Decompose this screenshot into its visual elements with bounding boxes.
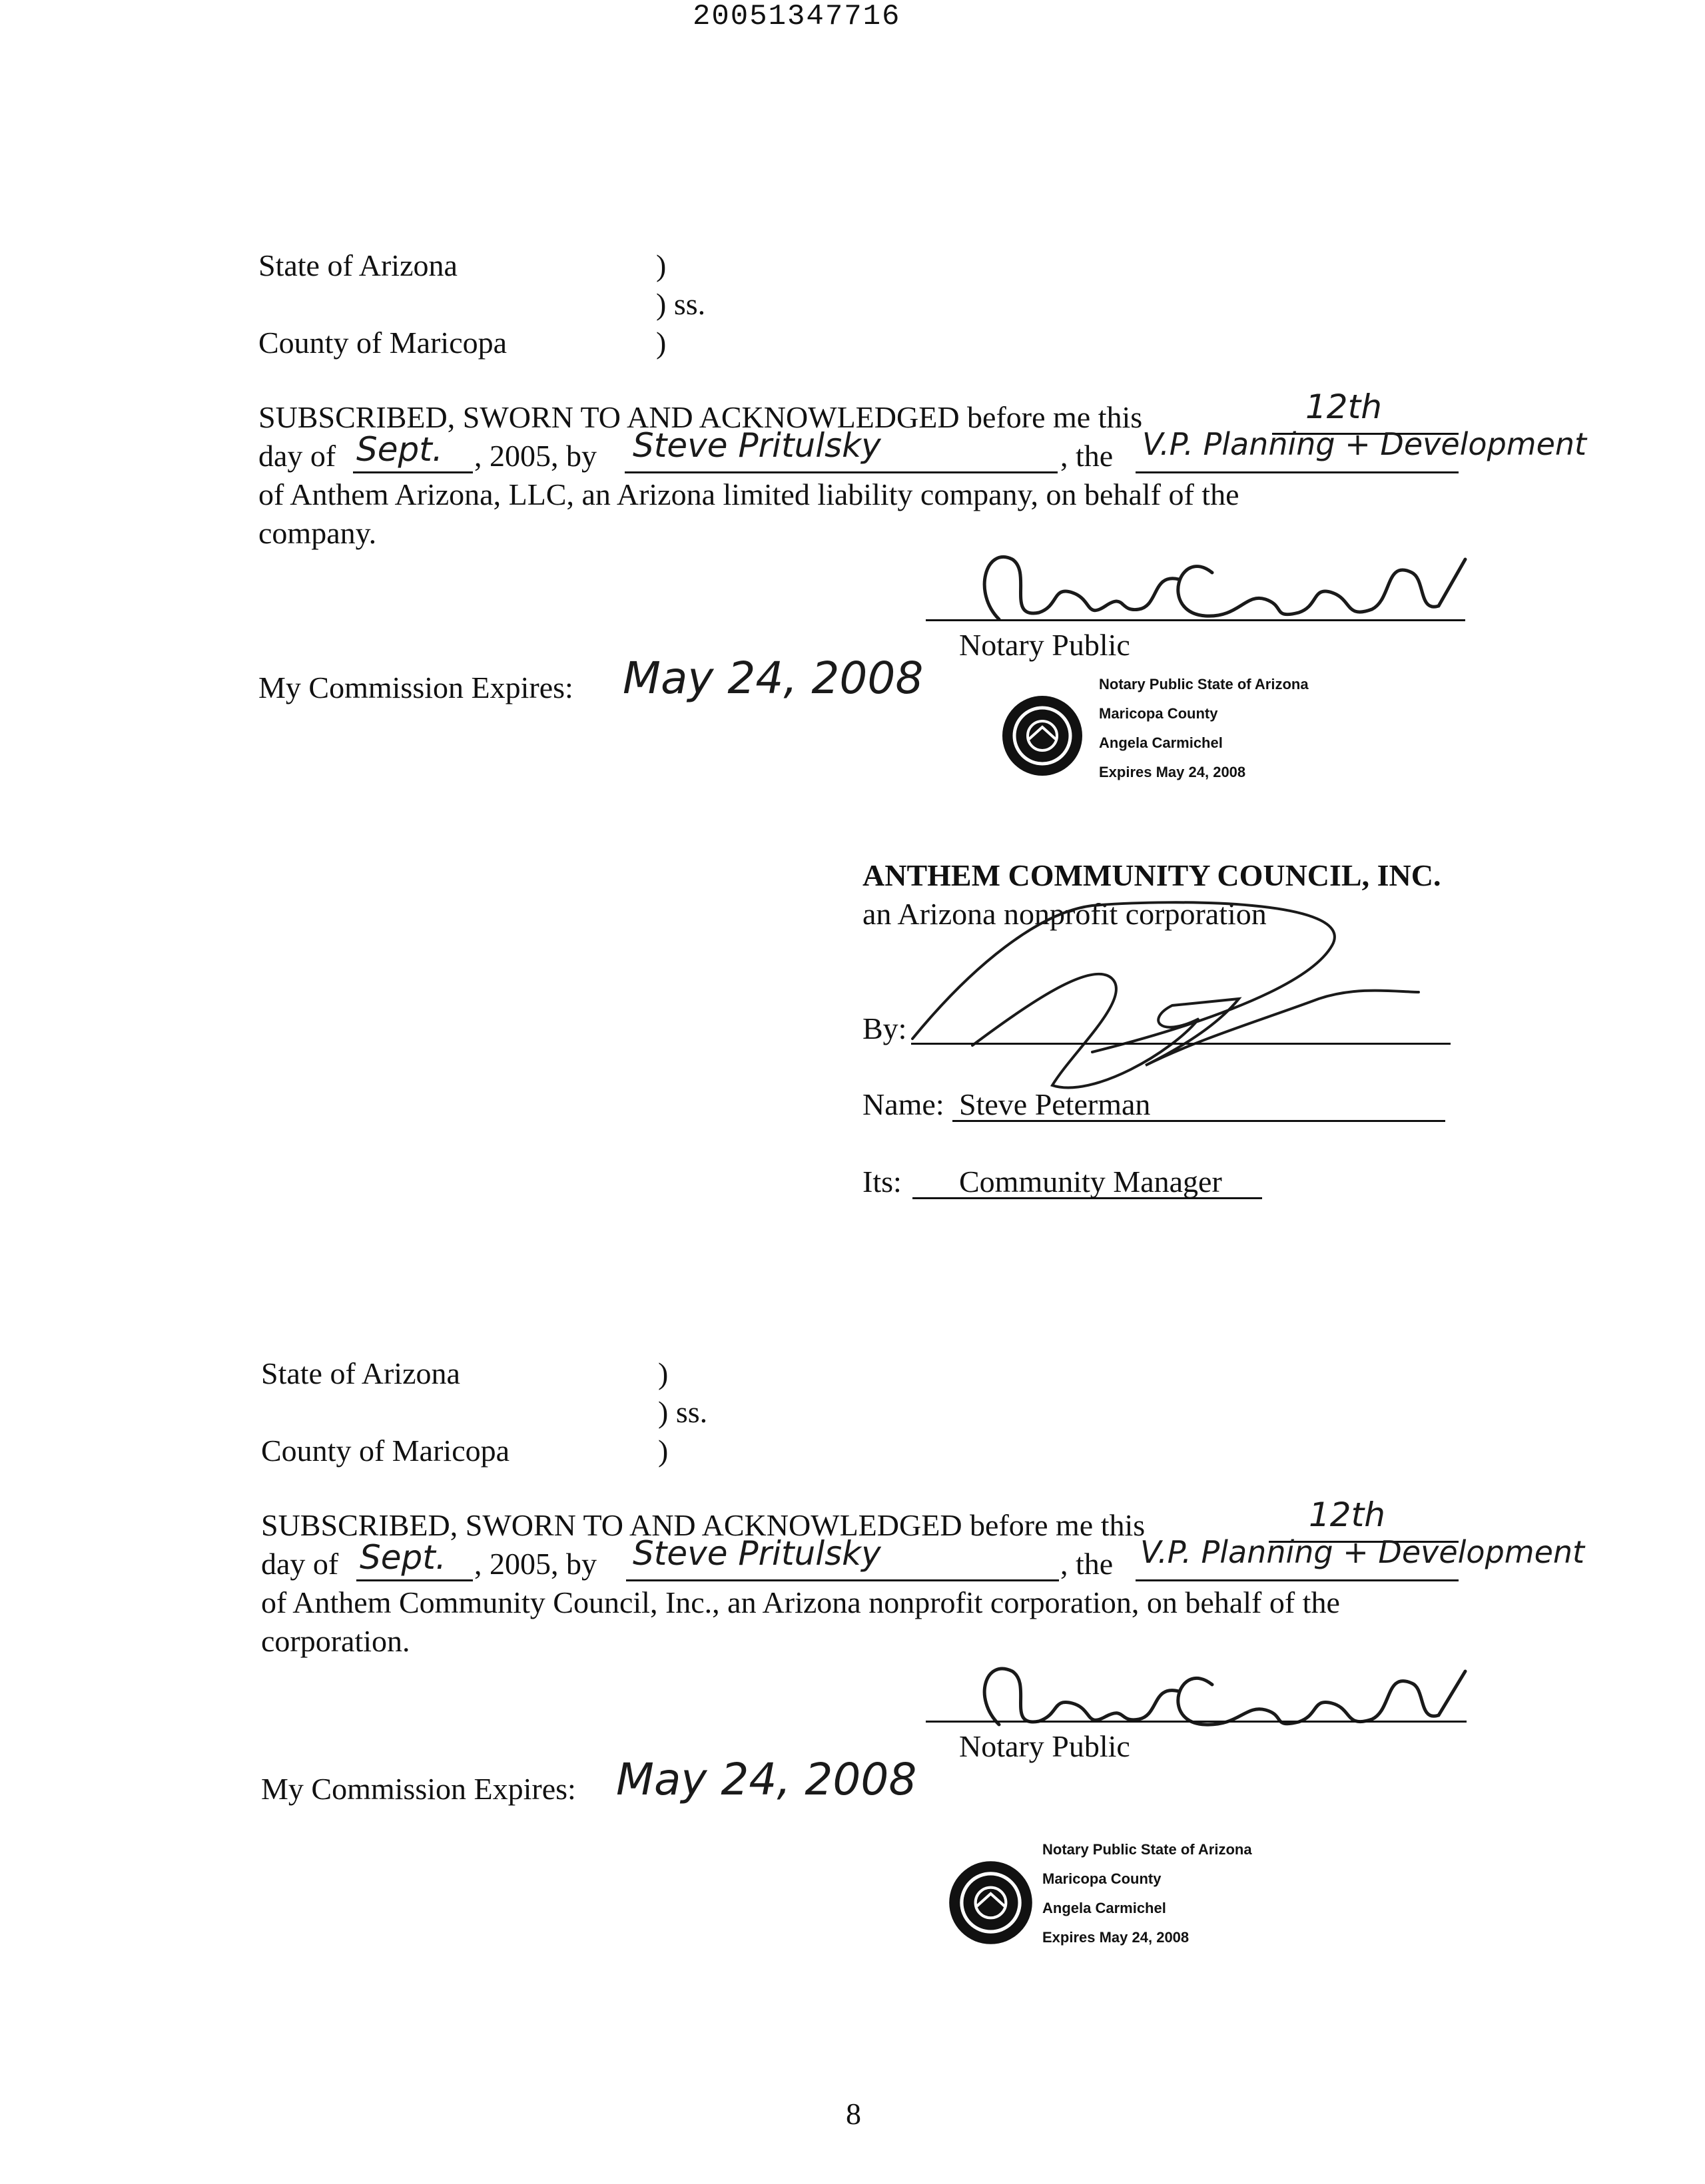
handwritten-day: 12th [1309,1496,1385,1534]
signatory-signature [892,886,1439,1105]
handwritten-name: Steve Pritulsky [633,426,881,465]
notary-public-label: Notary Public [959,1729,1130,1763]
seal-line-2: Maricopa County [1042,1870,1162,1887]
seal-line-2: Maricopa County [1099,705,1218,722]
venue-county: County of Maricopa [261,1434,510,1468]
commission-label: My Commission Expires: [261,1772,576,1806]
notary-signature-line [926,619,1465,621]
ack-line-3: of Anthem Arizona, LLC, an Arizona limited liability company, on behalf of the [258,477,1239,511]
venue-state: State of Arizona [261,1356,460,1390]
venue-paren: ) [658,1356,669,1390]
its-value: Community Manager [959,1165,1222,1199]
commission-label: My Commission Expires: [258,671,573,704]
ack-line-1: SUBSCRIBED, SWORN TO AND ACKNOWLEDGED before me this [261,1508,1146,1542]
name-label: Name: [862,1087,944,1121]
by-signature-line [911,1043,1451,1045]
venue-state: State of Arizona [258,248,458,282]
name-blank [625,471,1058,473]
page-number: 8 [846,2097,861,2131]
notary-signature [959,1645,1479,1738]
handwritten-title: V.P. Planning + Development [1142,426,1587,462]
ack-the: , the [1060,439,1114,473]
ack-line-1: SUBSCRIBED, SWORN TO AND ACKNOWLEDGED before me this [258,400,1143,434]
its-label: Its: [862,1165,902,1199]
document-number: 20051347716 [693,0,901,33]
seal-line-1: Notary Public State of Arizona [1042,1841,1252,1858]
entity-name: ANTHEM COMMUNITY COUNCIL, INC. [862,858,1441,892]
seal-line-3: Angela Carmichel [1099,734,1223,751]
ack-day-of: day of [261,1547,339,1581]
handwritten-month: Sept. [360,1538,446,1577]
handwritten-commission-date: May 24, 2008 [616,1754,917,1805]
handwritten-day: 12th [1305,388,1382,426]
ack-line-3: of Anthem Community Council, Inc., an Arizona nonprofit corporation, on behalf of the [261,1585,1340,1619]
title-blank [1136,1579,1459,1581]
notary-public-label: Notary Public [959,628,1130,662]
ack-line-4: corporation. [261,1624,410,1658]
name-blank [626,1579,1059,1581]
ack-year-by: , 2005, by [474,439,597,473]
handwritten-commission-date: May 24, 2008 [623,653,924,704]
entity-type: an Arizona nonprofit corporation [862,897,1267,931]
seal-line-3: Angela Carmichel [1042,1900,1166,1916]
name-value: Steve Peterman [959,1087,1151,1121]
handwritten-name: Steve Pritulsky [633,1534,881,1573]
name-line [952,1120,1445,1122]
venue-ss: ) ss. [658,1395,708,1429]
seal-line-1: Notary Public State of Arizona [1099,676,1309,692]
venue-county: County of Maricopa [258,326,508,360]
ack-year-by: , 2005, by [474,1547,597,1581]
notary-signature-line [926,1721,1467,1723]
title-blank [1136,471,1459,473]
handwritten-month: Sept. [356,430,443,469]
venue-ss: ) ss. [656,287,706,321]
handwritten-title: V.P. Planning + Development [1140,1534,1585,1570]
seal-line-4: Expires May 24, 2008 [1042,1929,1190,1946]
venue-paren: ) [656,326,667,360]
notary-signature [959,533,1479,633]
venue-paren: ) [656,248,667,282]
seal-line-4: Expires May 24, 2008 [1099,764,1246,780]
by-label: By: [862,1011,907,1045]
notary-seal-icon [946,1858,1036,1948]
ack-line-4: company. [258,516,377,550]
month-blank [356,1579,473,1581]
ack-day-of: day of [258,439,336,473]
ack-the: , the [1060,1547,1114,1581]
its-line [912,1197,1262,1199]
month-blank [353,471,473,473]
notary-seal-icon [999,692,1086,779]
venue-paren: ) [658,1434,669,1468]
